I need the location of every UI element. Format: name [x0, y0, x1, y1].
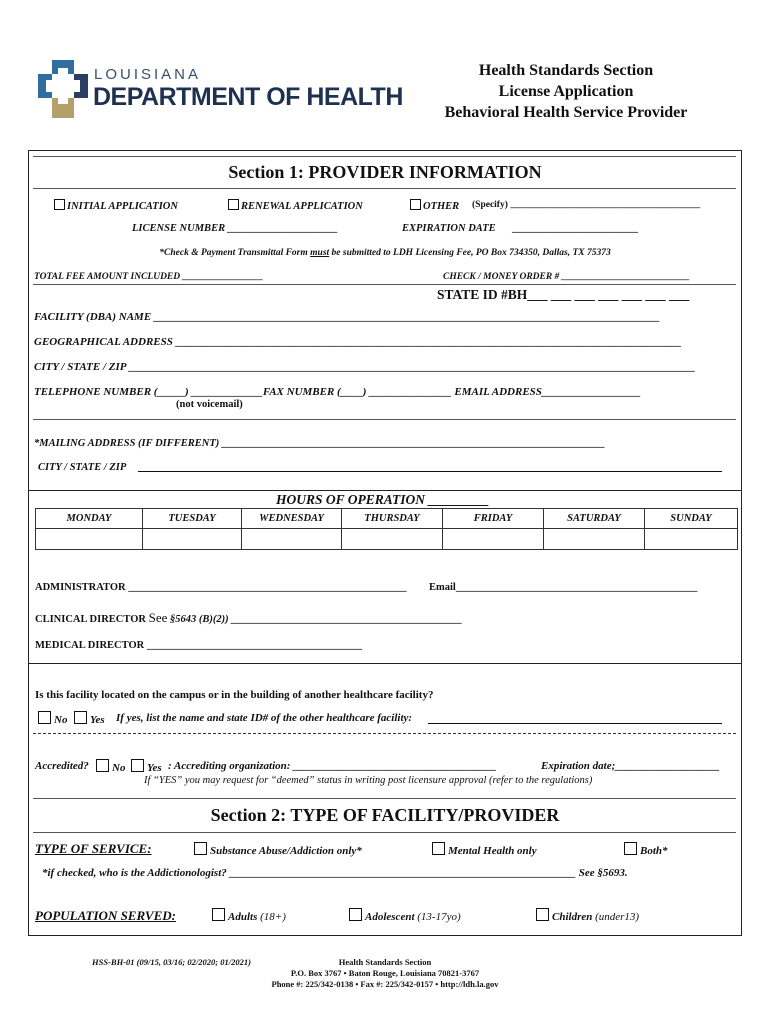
facility-name-field[interactable]: FACILITY (DBA) NAME ____________________________________________________________________________________________ — [34, 311, 660, 323]
mailing-city-state-zip-line[interactable] — [138, 471, 722, 472]
type-of-service-label: TYPE OF SERVICE: — [35, 841, 152, 856]
accreditation-expiration-field[interactable]: Expiration date;___________________ — [541, 760, 720, 772]
checkbox-icon[interactable] — [212, 908, 225, 921]
children-option[interactable]: Children (under13) — [536, 908, 639, 923]
city-state-zip-field[interactable]: CITY / STATE / ZIP _______________________________________________________________________________________________________ — [34, 361, 696, 373]
state-id-field[interactable]: STATE ID #BH___ ___ ___ ___ ___ ___ ___ — [437, 287, 690, 302]
license-number-field[interactable]: LICENSE NUMBER _____________________ — [132, 223, 338, 234]
logo-state-text: LOUISIANA — [94, 66, 202, 83]
checkbox-icon[interactable] — [349, 908, 362, 921]
clinical-director-field[interactable]: CLINICAL DIRECTOR See §5643 (B)(2)) ____________________________________________ — [35, 610, 463, 625]
checkbox-icon[interactable] — [410, 199, 421, 210]
ldh-logo — [38, 60, 403, 130]
checkbox-icon[interactable] — [432, 842, 445, 855]
checkbox-icon[interactable] — [624, 842, 637, 855]
telephone-fax-email-field[interactable]: TELEPHONE NUMBER (_____) _____________FAX NUMBER (____) _______________ EMAIL ADDRESS__________________ — [34, 386, 641, 398]
header-title-1: Health Standards Section — [478, 62, 654, 79]
expiration-date-field[interactable]: ________________________ — [512, 223, 638, 234]
deemed-status-note: If “YES” you may request for “deemed” status in writing post licensure approval (refer to the regulations) — [144, 775, 593, 786]
checkbox-icon[interactable] — [74, 711, 87, 724]
day-thursday: THURSDAY — [342, 509, 443, 529]
header-title-3: Behavioral Health Service Provider — [444, 104, 688, 121]
hours-cell-friday[interactable] — [443, 529, 544, 550]
checkbox-icon[interactable] — [228, 199, 239, 210]
day-monday: MONDAY — [36, 509, 143, 529]
hours-cell-saturday[interactable] — [544, 529, 645, 550]
campus-list-label: If yes, list the name and state ID# of the other healthcare facility: — [116, 712, 413, 724]
campus-question: Is this facility located on the campus or in the building of another healthcare facility? — [35, 689, 434, 701]
footer-section: Health Standards Section — [338, 957, 432, 967]
email-field[interactable]: Email______________________________________________ — [429, 582, 698, 593]
day-friday: FRIDAY — [443, 509, 544, 529]
mailing-address-field[interactable]: *MAILING ADDRESS (IF DIFFERENT) _________________________________________________________________________ — [34, 438, 606, 449]
hours-cell-sunday[interactable] — [645, 529, 738, 550]
other-option[interactable]: OTHER — [410, 199, 459, 212]
check-payment-note: *Check & Payment Transmittal Form must be submitted to LDH Licensing Fee, PO Box 734350, Dallas, TX 75373 — [159, 248, 611, 258]
day-sunday: SUNDAY — [645, 509, 738, 529]
other-specify-field[interactable]: (Specify) ________________________________________ — [472, 200, 701, 210]
check-money-order-field[interactable]: CHECK / MONEY ORDER # ___________________________ — [443, 272, 690, 282]
section2-title: Section 2: TYPE OF FACILITY/PROVIDER — [210, 805, 560, 825]
day-wednesday: WEDNESDAY — [242, 509, 342, 529]
accredited-label: Accredited? — [35, 760, 89, 772]
campus-yes-option[interactable]: Yes — [74, 711, 105, 726]
checkbox-icon[interactable] — [96, 759, 109, 772]
addictionologist-field[interactable]: *if checked, who is the Addictionologist? _______________________________________________________________ See §5693. — [42, 867, 628, 879]
checkbox-icon[interactable] — [131, 759, 144, 772]
mental-health-option[interactable]: Mental Health only — [432, 842, 537, 857]
accredited-no-option[interactable]: No — [96, 759, 125, 774]
hours-table — [35, 508, 738, 550]
day-tuesday: TUESDAY — [143, 509, 242, 529]
hours-cell-wednesday[interactable] — [242, 529, 342, 550]
adolescent-option[interactable]: Adolescent (13-17yo) — [349, 908, 461, 923]
logo-dept-text: DEPARTMENT OF HEALTH — [93, 83, 403, 111]
administrator-field[interactable]: ADMINISTRATOR _____________________________________________________ — [35, 582, 407, 593]
checkbox-icon[interactable] — [536, 908, 549, 921]
adults-option[interactable]: Adults (18+) — [212, 908, 286, 923]
campus-list-line[interactable] — [428, 723, 722, 724]
hours-cell-tuesday[interactable] — [143, 529, 242, 550]
both-option[interactable]: Both* — [624, 842, 668, 857]
medical-director-field[interactable]: MEDICAL DIRECTOR _________________________________________ — [35, 640, 363, 651]
campus-no-option[interactable]: No — [38, 711, 67, 726]
expiration-date-label: EXPIRATION DATE — [402, 223, 496, 234]
header-title-2: License Application — [498, 83, 634, 100]
form-id: HSS-BH-01 (09/15, 03/16; 02/2020; 01/2021) — [92, 957, 251, 967]
accrediting-organization-field[interactable]: : Accrediting organization: _____________________________________ — [168, 760, 497, 772]
hours-cell-monday[interactable] — [36, 529, 143, 550]
checkbox-icon[interactable] — [54, 199, 65, 210]
renewal-application-option[interactable]: RENEWAL APPLICATION — [228, 199, 363, 212]
initial-application-option[interactable]: INITIAL APPLICATION — [54, 199, 178, 212]
substance-abuse-option[interactable]: Substance Abuse/Addiction only* — [194, 842, 362, 857]
total-fee-field[interactable]: TOTAL FEE AMOUNT INCLUDED _________________ — [34, 272, 264, 282]
not-voicemail-note: (not voicemail) — [176, 399, 243, 410]
footer-contact: Phone #: 225/342-0138 • Fax #: 225/342-0157 • http://ldh.la.gov — [271, 979, 499, 989]
mailing-city-state-zip-label: CITY / STATE / ZIP — [38, 462, 127, 473]
logo-cross-icon — [38, 60, 88, 118]
accredited-yes-option[interactable]: Yes — [131, 759, 162, 774]
population-served-label: POPULATION SERVED: — [35, 908, 176, 923]
checkbox-icon[interactable] — [38, 711, 51, 724]
day-saturday: SATURDAY — [544, 509, 645, 529]
section1-title: Section 1: PROVIDER INFORMATION — [228, 162, 542, 182]
hours-of-operation-title: HOURS OF OPERATION _________ — [276, 492, 490, 507]
checkbox-icon[interactable] — [194, 842, 207, 855]
geographical-address-field[interactable]: GEOGRAPHICAL ADDRESS ____________________________________________________________________________________________ — [34, 336, 682, 348]
hours-cell-thursday[interactable] — [342, 529, 443, 550]
footer-address: P.O. Box 3767 • Baton Rouge, Louisiana 70821-3767 — [290, 968, 480, 978]
